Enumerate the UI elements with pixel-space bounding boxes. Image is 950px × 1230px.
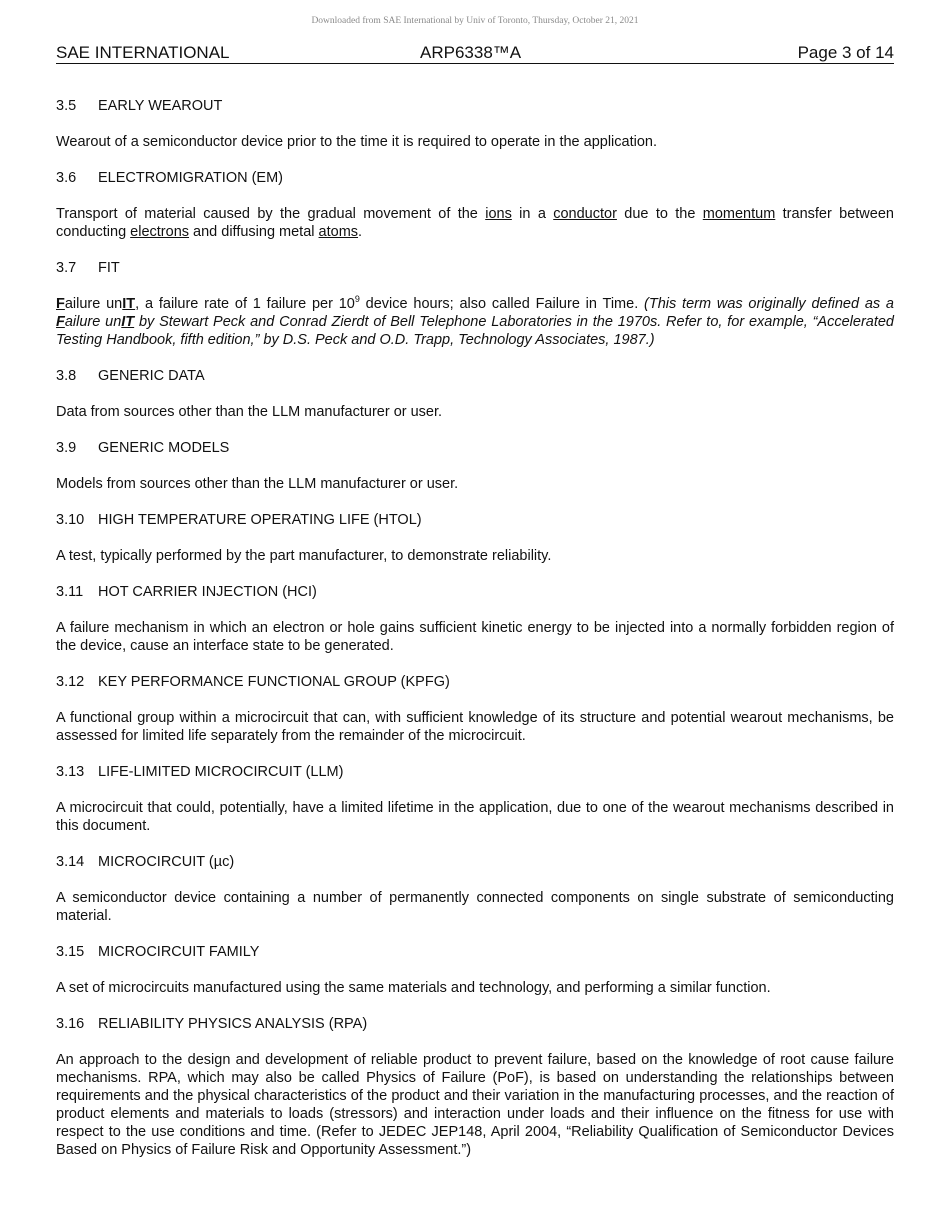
section-title: LIFE-LIMITED MICROCIRCUIT (LLM) — [98, 764, 344, 780]
note-run: (This term was originally defined as a — [644, 296, 894, 312]
exponent: 9 — [354, 294, 360, 304]
definition-3-14: A semiconductor device containing a number of permanently connected components on single substrate of semiconducting material. — [56, 890, 894, 924]
section-number: 3.6 — [56, 170, 77, 186]
text-run: , a failure rate of 1 failure per 10 — [135, 296, 355, 312]
definition-3-16: An approach to the design and development of reliable product to prevent failure, based on the knowledge of root cause failure mechanisms. RPA, which may also be called Physics of Failure (PoF), is based on understanding the relationships between requirements and the physical characteristics of the product and their variation in the manufacturing processes, and the reaction of product elements and materials to loads (stressors) and interaction under loads and their influence on the fitness for use with respect to the use conditions and time. (Refer to JEDEC JEP148, April 2004, “Reliability Qualification of Semiconductor Devices Based on Physics of Failure Risk and Opportunity Assessment.”) — [56, 1052, 894, 1158]
section-title: GENERIC DATA — [98, 368, 205, 384]
section-title: EARLY WEAROUT — [98, 98, 223, 114]
section-title: GENERIC MODELS — [98, 440, 230, 456]
section-title: ELECTROMIGRATION (EM) — [98, 170, 284, 186]
section-number: 3.9 — [56, 440, 77, 456]
note-run: by Stewart Peck and Conrad Zierdt of Bell Telephone Laboratories in the 1970s. Refer to, for example, “Accelerated Testing Handbook, fifth edition,” by D.S. Peck and O.D. Trapp, Technology Associates, 1987.) — [56, 314, 894, 348]
page-header — [56, 43, 894, 64]
section-heading-3-7 — [56, 259, 894, 277]
definition-3-11: A failure mechanism in which an electron or hole gains sufficient kinetic energy to be injected into a normally forbidden region of the device, cause an interface state to be generated. — [56, 620, 894, 654]
section-title: RELIABILITY PHYSICS ANALYSIS (RPA) — [98, 1016, 368, 1032]
definition-3-10: A test, typically performed by the part manufacturer, to demonstrate reliability. — [56, 548, 552, 564]
section-number: 3.5 — [56, 98, 77, 114]
text-run: device hours; also called Failure in Time. — [359, 296, 645, 312]
acronym-letter: IT — [121, 314, 135, 330]
header-page-number: Page 3 of 14 — [797, 43, 894, 62]
section-number: 3.7 — [56, 260, 77, 276]
text-run: ailure un — [64, 296, 123, 312]
section-title: KEY PERFORMANCE FUNCTIONAL GROUP (KPFG) — [98, 674, 450, 690]
definition-3-9: Models from sources other than the LLM manufacturer or user. — [56, 476, 459, 492]
section-title: FIT — [98, 260, 120, 276]
definition-3-12: A functional group within a microcircuit that can, with sufficient knowledge of its structure and potential wearout mechanisms, be assessed for limited life separately from the remainder of the microcircuit. — [56, 710, 894, 744]
link-conductor[interactable]: conductor — [553, 206, 617, 222]
section-title: MICROCIRCUIT FAMILY — [98, 944, 260, 960]
definition-3-6 — [56, 205, 894, 241]
section-number: 3.11 — [56, 584, 84, 600]
link-atoms[interactable]: atoms — [318, 224, 359, 240]
section-number: 3.16 — [56, 1016, 85, 1032]
section-heading-3-9 — [56, 439, 894, 457]
section-heading-3-13 — [56, 763, 894, 781]
text-run: and diffusing metal — [189, 224, 319, 240]
link-electrons[interactable]: electrons — [130, 224, 190, 240]
section-title: HIGH TEMPERATURE OPERATING LIFE (HTOL) — [98, 512, 422, 528]
section-heading-3-12 — [56, 673, 894, 691]
definition-3-8: Data from sources other than the LLM manufacturer or user. — [56, 404, 443, 420]
text-run: . — [358, 224, 363, 240]
definition-3-15: A set of microcircuits manufactured using the same materials and technology, and performing a similar function. — [56, 980, 771, 996]
link-momentum[interactable]: momentum — [702, 206, 776, 222]
document-body — [56, 97, 894, 1177]
section-number: 3.14 — [56, 854, 85, 870]
acronym-letter: IT — [122, 296, 136, 312]
section-heading-3-8 — [56, 367, 894, 385]
section-number: 3.12 — [56, 674, 85, 690]
note-run: ailure un — [64, 314, 122, 330]
section-heading-3-11 — [56, 583, 894, 601]
definition-3-7 — [56, 295, 894, 349]
section-heading-3-16 — [56, 1015, 894, 1033]
section-heading-3-5 — [56, 97, 894, 115]
header-document-number: ARP6338™A — [420, 43, 522, 62]
acronym-letter: F — [56, 314, 65, 330]
definition-3-13: A microcircuit that could, potentially, have a limited lifetime in the application, due to one of the wearout mechanisms described in this document. — [56, 800, 894, 834]
acronym-letter: F — [56, 296, 65, 312]
text-run: Transport of material caused by the gradual movement of the — [56, 206, 486, 222]
text-run: due to the — [616, 206, 703, 222]
section-number: 3.13 — [56, 764, 85, 780]
text-run: in a — [511, 206, 554, 222]
section-heading-3-6 — [56, 169, 894, 187]
section-heading-3-10 — [56, 511, 894, 529]
section-title: HOT CARRIER INJECTION (HCI) — [98, 584, 317, 600]
section-number: 3.15 — [56, 944, 85, 960]
section-heading-3-15 — [56, 943, 894, 961]
section-title: MICROCIRCUIT (µc) — [98, 854, 235, 870]
section-number: 3.8 — [56, 368, 77, 384]
link-ions[interactable]: ions — [485, 206, 512, 222]
section-number: 3.10 — [56, 512, 85, 528]
text-run: transfer between conducting — [56, 206, 894, 240]
definition-3-5: Wearout of a semiconductor device prior to the time it is required to operate in the application. — [56, 134, 657, 150]
section-heading-3-14 — [56, 853, 894, 871]
download-notice: Downloaded from SAE International by Univ of Toronto, Thursday, October 21, 2021 — [311, 16, 639, 26]
header-organization: SAE INTERNATIONAL — [56, 43, 230, 62]
